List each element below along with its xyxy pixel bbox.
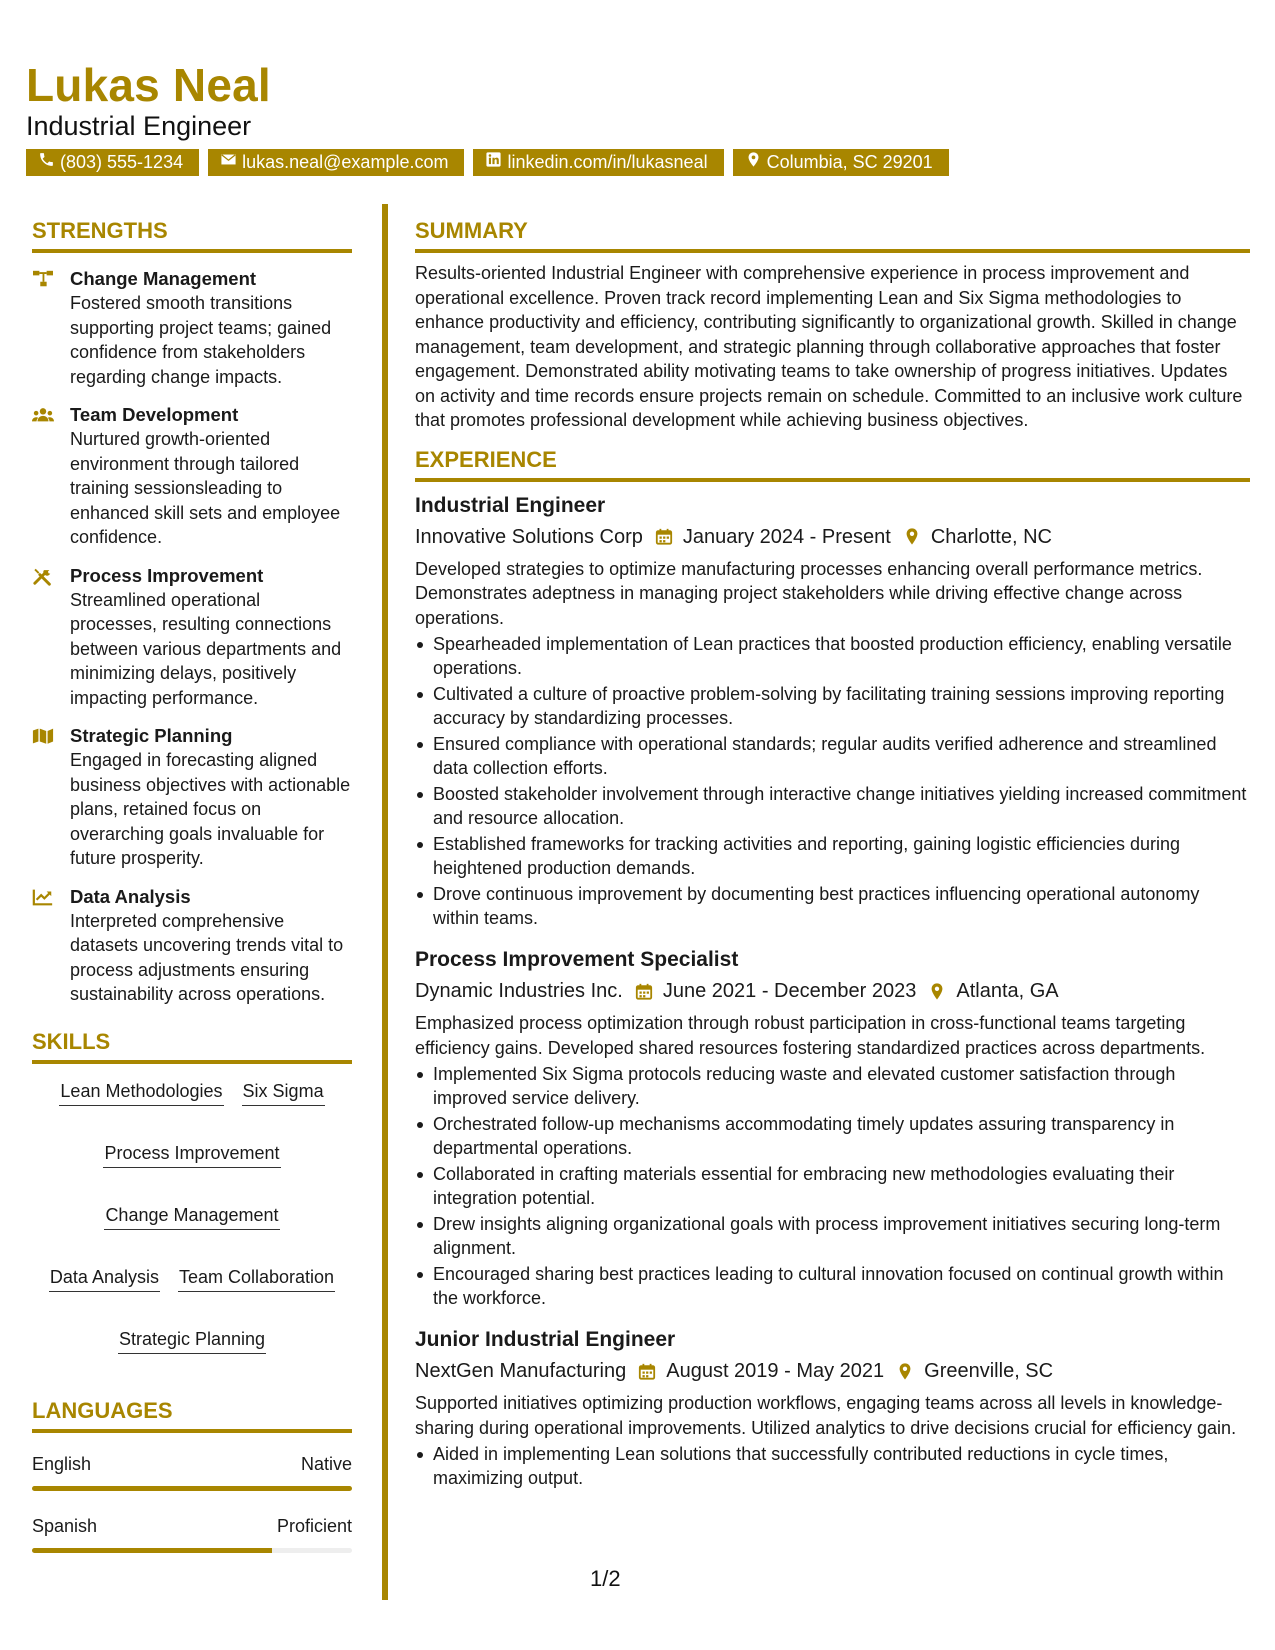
language-name: Spanish bbox=[32, 1515, 98, 1536]
sitemap-icon bbox=[32, 267, 70, 389]
skills-section bbox=[32, 1029, 352, 1354]
job-description: Supported initiatives optimizing production workflows, engaging teams across all levels in knowledge-sharing during operational improvements. Utilized analytics to drive decisions crucial for efficiency gain. bbox=[415, 1393, 1237, 1438]
job-bullet: Encouraged sharing best practices leading to cultural innovation focused on continual growth within the workforce. bbox=[415, 1262, 1250, 1310]
strength-desc: Interpreted comprehensive datasets uncovering trends vital to process adjustments ensuring sustainability across operations. bbox=[70, 910, 344, 1004]
job-entry bbox=[415, 946, 1250, 1310]
job-dates: June 2021 - December 2023 bbox=[662, 980, 917, 1002]
column-divider bbox=[382, 204, 388, 1600]
calendar-icon bbox=[638, 1362, 656, 1381]
map-icon bbox=[32, 724, 70, 871]
job-meta bbox=[415, 1357, 1250, 1385]
strength-desc: Nurtured growth-oriented environment through tailored training sessionsleading to enhanced skill sets and employee confidence. bbox=[70, 429, 341, 547]
resume-header bbox=[26, 58, 1256, 176]
skill-tag: Six Sigma bbox=[242, 1078, 325, 1106]
strength-title: Change Management bbox=[70, 268, 257, 289]
job-meta bbox=[415, 977, 1250, 1005]
language-proficiency-fill bbox=[32, 1548, 272, 1553]
right-column bbox=[415, 218, 1250, 1492]
strength-item bbox=[32, 724, 352, 871]
job-bullet: Drew insights aligning organizational goals with process improvement initiatives securing long-term alignment. bbox=[415, 1212, 1250, 1260]
summary-section bbox=[415, 218, 1250, 433]
language-item bbox=[32, 1451, 352, 1491]
job-company: Innovative Solutions Corp bbox=[415, 525, 643, 548]
location-pin-icon bbox=[896, 1362, 914, 1381]
languages-section bbox=[32, 1398, 352, 1553]
location-pin-icon bbox=[745, 149, 762, 176]
skill-tag: Data Analysis bbox=[49, 1264, 160, 1292]
strength-desc: Fostered smooth transitions supporting project teams; gained confidence from stakeholders regarding change impacts. bbox=[70, 293, 332, 387]
strength-title: Process Improvement bbox=[70, 564, 264, 586]
envelope-icon bbox=[220, 149, 237, 176]
language-proficiency-bar bbox=[32, 1548, 352, 1553]
job-meta bbox=[415, 523, 1250, 551]
contact-email[interactable] bbox=[208, 149, 464, 176]
language-proficiency-bar bbox=[32, 1486, 352, 1491]
job-entry bbox=[415, 1326, 1250, 1490]
job-location: Charlotte, NC bbox=[930, 525, 1052, 548]
phone-icon bbox=[38, 149, 55, 176]
job-title: Industrial Engineer bbox=[415, 493, 606, 517]
contact-email-text: lukas.neal@example.com bbox=[242, 152, 449, 172]
left-column bbox=[32, 218, 352, 1553]
job-location: Greenville, SC bbox=[924, 1360, 1054, 1382]
strength-title: Strategic Planning bbox=[70, 725, 233, 746]
job-company: Dynamic Industries Inc. bbox=[415, 980, 623, 1002]
job-bullet: Ensured compliance with operational standards; regular audits verified adherence and streamlined data collection efforts. bbox=[415, 732, 1250, 780]
strengths-heading: STRENGTHS bbox=[32, 218, 352, 253]
job-entry bbox=[415, 492, 1250, 931]
job-bullets bbox=[415, 632, 1250, 930]
job-description: Emphasized process optimization through robust participation in cross-functional teams targeting efficiency gains. Developed shared resources fostering standardized practices across departments. bbox=[415, 1013, 1206, 1058]
skill-tag: Strategic Planning bbox=[118, 1326, 266, 1354]
contact-location[interactable] bbox=[733, 149, 949, 176]
strength-desc: Streamlined operational processes, resulting connections between various departments and minimizing delays, positively impacting performance. bbox=[70, 589, 342, 708]
tools-icon bbox=[32, 564, 70, 711]
contact-phone-text: (803) 555-1234 bbox=[60, 152, 184, 172]
languages-heading: LANGUAGES bbox=[32, 1398, 352, 1433]
job-bullet: Aided in implementing Lean solutions that successfully contributed reductions in cycle times, maximizing output. bbox=[415, 1442, 1250, 1490]
job-company: NextGen Manufacturing bbox=[415, 1360, 627, 1382]
job-dates: August 2019 - May 2021 bbox=[666, 1360, 885, 1382]
contact-location-text: Columbia, SC 29201 bbox=[766, 152, 933, 172]
language-name: English bbox=[32, 1453, 92, 1474]
contact-phone[interactable] bbox=[26, 149, 199, 176]
page-number: 1/2 bbox=[590, 1566, 621, 1591]
language-level: Native bbox=[300, 1453, 352, 1474]
summary-text: Results-oriented Industrial Engineer with comprehensive experience in process improvement and operational excellence. Proven track record implementing Lean and Six Sigma methodologies to enhance productivity and efficiency, contributing significantly to organizational growth. Skilled in change management, team development, and strategic planning through collaborative approaches that foster engagement. Demonstrated ability motivating teams to take ownership of progress initiatives. Updates on activity and time records ensure projects remain on schedule. Committed to an inclusive work culture that promotes professional development while achieving business objectives. bbox=[415, 263, 1243, 430]
strength-item bbox=[32, 403, 352, 550]
strengths-section bbox=[32, 218, 352, 1007]
candidate-title: Industrial Engineer bbox=[26, 111, 252, 141]
job-bullets bbox=[415, 1062, 1250, 1310]
job-bullet: Drove continuous improvement by documenting best practices influencing operational autonomy within teams. bbox=[415, 882, 1250, 930]
strength-title: Data Analysis bbox=[70, 885, 191, 907]
skill-tag: Lean Methodologies bbox=[59, 1078, 223, 1106]
language-item bbox=[32, 1513, 352, 1553]
strength-item bbox=[32, 267, 352, 389]
job-title: Process Improvement Specialist bbox=[415, 948, 739, 971]
language-proficiency-fill bbox=[32, 1486, 352, 1491]
skills-heading: SKILLS bbox=[32, 1029, 352, 1064]
contact-bar bbox=[26, 149, 1256, 176]
strength-item bbox=[32, 885, 352, 1007]
job-dates: January 2024 - Present bbox=[682, 525, 891, 548]
job-title: Junior Industrial Engineer bbox=[415, 1328, 676, 1351]
contact-linkedin[interactable] bbox=[473, 149, 723, 176]
calendar-icon bbox=[655, 527, 673, 546]
job-bullets bbox=[415, 1442, 1250, 1490]
job-bullet: Spearheaded implementation of Lean practices that boosted production efficiency, enabling versatile operations. bbox=[415, 632, 1250, 680]
language-level: Proficient bbox=[276, 1515, 352, 1536]
job-bullet: Cultivated a culture of proactive problem-solving by facilitating training sessions improving reporting accuracy by standardizing processes. bbox=[415, 682, 1250, 730]
location-pin-icon bbox=[903, 527, 921, 546]
experience-section bbox=[415, 447, 1250, 1491]
users-icon bbox=[32, 403, 70, 550]
job-location: Atlanta, GA bbox=[956, 980, 1059, 1002]
job-bullet: Implemented Six Sigma protocols reducing waste and elevated customer satisfaction through improved service delivery. bbox=[415, 1062, 1250, 1110]
job-bullet: Established frameworks for tracking activities and reporting, gaining logistic efficiencies during heightened production demands. bbox=[415, 832, 1250, 880]
chart-line-icon bbox=[32, 885, 70, 1007]
job-description: Developed strategies to optimize manufacturing processes enhancing overall performance metrics. Demonstrates adeptness in managing project stakeholders while driving effective change across operations. bbox=[415, 558, 1203, 628]
job-bullet: Orchestrated follow-up mechanisms accommodating timely updates assuring transparency in departmental operations. bbox=[415, 1112, 1250, 1160]
contact-linkedin-text: linkedin.com/in/lukasneal bbox=[507, 152, 708, 172]
strength-title: Team Development bbox=[70, 404, 239, 425]
candidate-name: Lukas Neal bbox=[26, 59, 271, 111]
job-bullet: Collaborated in crafting materials essential for embracing new methodologies evaluating their integration potential. bbox=[415, 1162, 1250, 1210]
location-pin-icon bbox=[928, 982, 946, 1001]
strength-item bbox=[32, 564, 352, 711]
skill-tag: Process Improvement bbox=[103, 1140, 280, 1168]
linkedin-icon bbox=[485, 149, 502, 176]
skill-tag: Team Collaboration bbox=[178, 1264, 335, 1292]
strength-desc: Engaged in forecasting aligned business objectives with actionable plans, retained focus on overarching goals invaluable for future prosperity. bbox=[70, 750, 351, 868]
skill-tag: Change Management bbox=[104, 1202, 279, 1230]
summary-heading: SUMMARY bbox=[415, 218, 1250, 253]
experience-heading: EXPERIENCE bbox=[415, 447, 1250, 482]
job-bullet: Boosted stakeholder involvement through interactive change initiatives yielding increased commitment and resource allocation. bbox=[415, 782, 1250, 830]
calendar-icon bbox=[635, 982, 653, 1001]
